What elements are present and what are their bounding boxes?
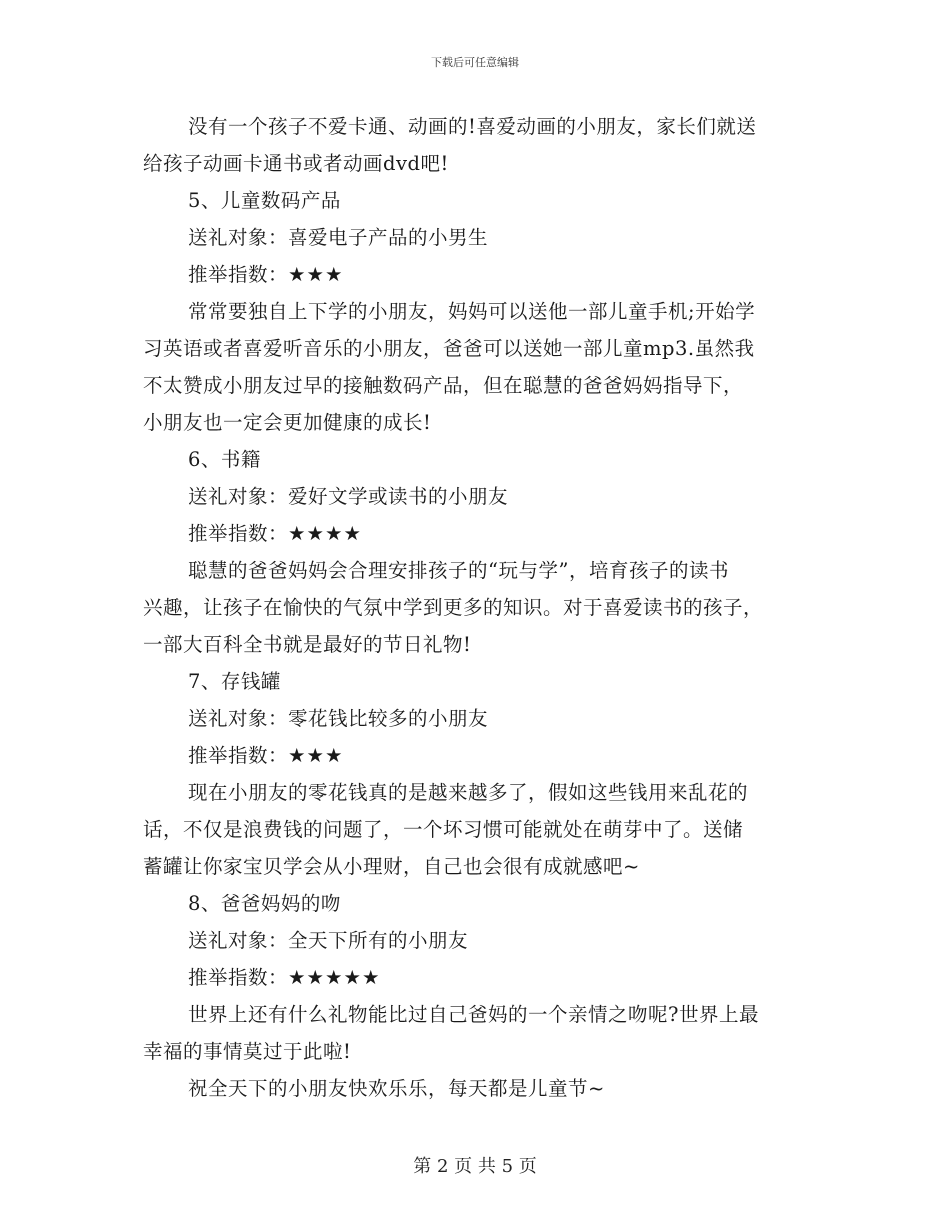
gift-target: 送礼对象：零花钱比较多的小朋友 (188, 707, 489, 730)
paragraph-line: 聪慧的爸爸妈妈会合理安排孩子的“玩与学”，培育孩子的读书 (188, 559, 729, 582)
rating-label: 推举指数： (188, 522, 289, 545)
section-heading: 6、书籍 (188, 448, 261, 471)
rating-row (143, 737, 813, 774)
rating-row (143, 959, 813, 996)
rating-row (143, 256, 813, 293)
section-heading: 7、存钱罐 (188, 670, 281, 693)
document-body (143, 108, 813, 1107)
paragraph-line: 一部大百科全书就是最好的节日礼物! (143, 633, 472, 656)
paragraph-line: 话，不仅是浪费钱的问题了，一个坏习惯可能就处在萌芽中了。送储 (143, 818, 744, 841)
paragraph-line: 不太赞成小朋友过早的接触数码产品，但在聪慧的爸爸妈妈指导下， (143, 374, 744, 397)
rating-stars: ★★★★ (288, 522, 362, 545)
paragraph-line: 世界上还有什么礼物能比过自己爸妈的一个亲情之吻呢?世界上最 (188, 1003, 759, 1026)
page-number: 第 2 页 共 5 页 (413, 1156, 537, 1177)
gift-target: 送礼对象：爱好文学或读书的小朋友 (188, 485, 509, 508)
paragraph-line: 幸福的事情莫过于此啦! (143, 1040, 352, 1063)
paragraph-line: 现在小朋友的零花钱真的是越来越多了，假如这些钱用来乱花的 (188, 781, 749, 804)
page-header-note: 下载后可任意编辑 (431, 56, 519, 69)
paragraph-line: 常常要独自上下学的小朋友，妈妈可以送他一部儿童手机;开始学 (188, 300, 756, 323)
rating-label: 推举指数： (188, 966, 289, 989)
section-heading: 8、爸爸妈妈的吻 (188, 892, 341, 915)
rating-row (143, 515, 813, 552)
gift-target: 送礼对象：喜爱电子产品的小男生 (188, 226, 489, 249)
paragraph-line: 蓄罐让你家宝贝学会从小理财，自己也会很有成就感吧~ (143, 855, 640, 878)
section-heading: 5、儿童数码产品 (188, 189, 341, 212)
paragraph-line: 兴趣，让孩子在愉快的气氛中学到更多的知识。对于喜爱读书的孩子， (143, 596, 764, 619)
rating-stars: ★★★★★ (288, 966, 381, 989)
gift-target: 送礼对象：全天下所有的小朋友 (188, 929, 469, 952)
paragraph-line: 没有一个孩子不爱卡通、动画的!喜爱动画的小朋友，家长们就送 (188, 115, 757, 138)
paragraph-line: 习英语或者喜爱听音乐的小朋友，爸爸可以送她一部儿童mp3.虽然我 (143, 337, 755, 360)
rating-label: 推举指数： (188, 744, 289, 767)
rating-stars: ★★★ (288, 744, 344, 767)
paragraph-line: 小朋友也一定会更加健康的成长! (143, 411, 432, 434)
paragraph-line: 给孩子动画卡通书或者动画dvd吧! (143, 152, 449, 175)
rating-label: 推举指数： (188, 263, 289, 286)
rating-stars: ★★★ (288, 263, 344, 286)
closing-line: 祝全天下的小朋友快欢乐乐，每天都是儿童节~ (188, 1077, 605, 1100)
